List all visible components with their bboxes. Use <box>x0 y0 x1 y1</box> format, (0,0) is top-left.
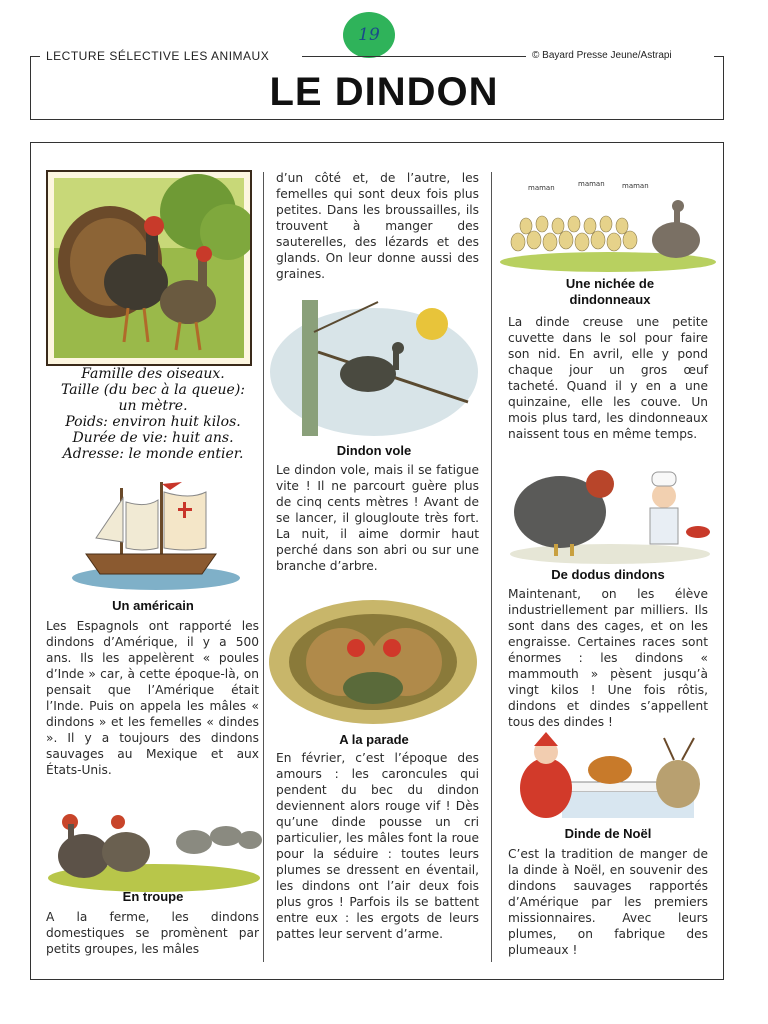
section-caption: A la parade <box>339 732 409 747</box>
section-text: C’est la tradition de manger de la dinde à Noël, en souvenir des dindons sauvages rapportés d’Amérique par les premiers missionnaires. Avec leurs plumes, on fabrique des plumeaux ! <box>508 847 708 957</box>
id-card-line: Taille (du bec à la queue): <box>60 382 245 398</box>
section-caption: Un américain <box>112 598 194 613</box>
section-text: d’un côté et, de l’autre, les femelles qui sont deux fois plus petites. Dans les broussailles, ils trouvent à manger des sauterelles, des lézards et des glands. On leur donne aussi des graines. <box>276 171 479 281</box>
chicks-illustration <box>498 170 718 274</box>
column-divider <box>491 172 492 962</box>
section-caption: Dindon vole <box>336 443 412 458</box>
header-rule <box>302 56 526 57</box>
id-card-line: Durée de vie: huit ans. <box>72 430 234 446</box>
copyright-notice: © Bayard Presse Jeune/Astrapi <box>532 50 672 61</box>
tree-and-turkey-drawing <box>268 292 480 440</box>
section-text: En février, c’est l’époque des amours : les caroncules qui pendent du bec du dindon deviennent alors rouge vif ! Dès qu’une dinde pousse un cri particulier, les mâles font la roue pour la séduire : toutes leurs plumes se dressent en éventail, les dindons ont l’air deux fois plus gros ! Parfois ils se battent entre eux : les ergots de leurs pattes leur servent d’arme. <box>276 751 479 941</box>
spanish-ship-drawing <box>66 478 246 596</box>
section-caption: En troupe <box>122 889 184 904</box>
flock-drawing <box>44 796 264 892</box>
chick-chirp-label: maman <box>578 180 605 188</box>
series-label: LECTURE SÉLECTIVE LES ANIMAUX <box>46 49 270 63</box>
chick-chirp-label: maman <box>528 184 555 192</box>
christmas-dinner-illustration <box>498 730 718 828</box>
header-rule <box>714 56 724 57</box>
ship-illustration <box>66 478 246 596</box>
turkey-portrait-illustration <box>46 170 252 366</box>
christmas-scene-drawing <box>498 730 718 828</box>
page-number: 19 <box>358 25 380 45</box>
turkey-pair-drawing <box>48 172 250 364</box>
section-text: La dinde creuse une petite cuvette dans le sol pour faire son nid. En avril, elle y pond chaque jour un gros œuf tacheté. Quand il y en a une quinzaine, elle les couve. Un mois plus tard, les dindonneaux naissent tous en même temps. <box>508 315 708 441</box>
id-card-line: Poids: environ huit kilos. <box>65 414 241 430</box>
displaying-turkeys-drawing <box>266 588 480 730</box>
turkey-and-chicks-drawing <box>498 170 718 274</box>
page-title: LE DINDON <box>269 70 499 114</box>
id-card-line: Adresse: le monde entier. <box>62 446 244 462</box>
identity-card <box>46 366 260 462</box>
chef-turkey-drawing <box>504 458 716 566</box>
section-text: A la ferme, les dindons domestiques se promènent par petits groupes, les mâles <box>46 910 259 956</box>
parade-illustration <box>266 588 480 730</box>
chef-and-turkey-illustration <box>504 458 716 566</box>
turkey-flock-illustration <box>44 796 264 892</box>
section-caption: De dodus dindons <box>551 567 665 582</box>
id-card-line: un mètre. <box>118 398 188 414</box>
page-number-badge <box>343 12 395 58</box>
flying-turkey-illustration <box>268 292 480 440</box>
id-card-line: Famille des oiseaux. <box>81 366 225 382</box>
chick-chirp-label: maman <box>622 182 649 190</box>
section-text: Maintenant, on les élève industriellement par milliers. Ils sont dans des cages, et on les engraisse. Certaines races sont énormes : les dindons « mammouth » pèsent jusqu’à vingt kilos ! Une fois rôtis, dindons et dindes s’appellent tous des dindes ! <box>508 587 708 729</box>
section-caption: Dinde de Noël <box>564 826 652 841</box>
section-text: Le dindon vole, mais il se fatigue vite ! Il ne parcourt guère plus de cinq cents mètres ! Avant de se lancer, il glougloute très fort. La nuit, il aime dormir haut perché dans son abri ou sur une branche d’arbre. <box>276 463 479 573</box>
header-rule <box>30 56 40 57</box>
section-text: Les Espagnols ont rapporté les dindons d’Amérique, il y a 500 ans. Ils les appelèrent « poules d’Inde » car, à cette époque-là, on pensait que l’Amérique était l’Inde. Puis on appela les mâles « dindons » et les femelles « dindes ». Il y a toujours des dindons sauvages au Mexique et aux États-Unis. <box>46 619 259 777</box>
section-caption: Une nichée de dindonneaux <box>565 276 655 307</box>
